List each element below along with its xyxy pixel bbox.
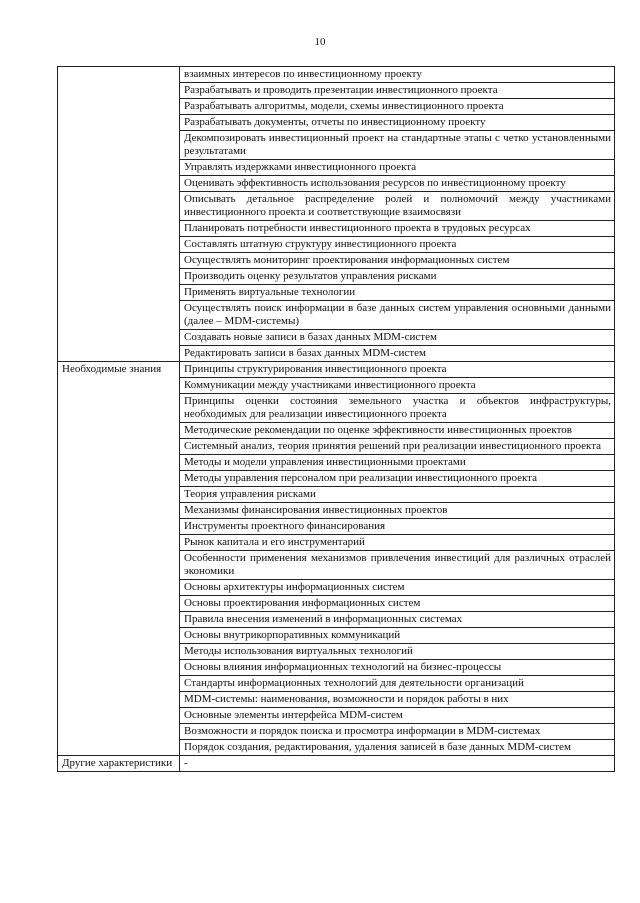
requirement-item: Декомпозировать инвестиционный проект на стандартные этапы с четко установленными результатами <box>180 131 615 160</box>
requirement-item: Разрабатывать документы, отчеты по инвестиционному проекту <box>180 115 615 131</box>
requirement-item: Инструменты проектного финансирования <box>180 519 615 535</box>
requirement-item: Системный анализ, теория принятия решений при реализации инвестиционного проекта <box>180 439 615 455</box>
requirement-item: Принципы структурирования инвестиционного проекта <box>180 362 615 378</box>
requirement-item: Основы влияния информационных технологий на бизнес-процессы <box>180 660 615 676</box>
requirement-item: Основы внутрикорпоративных коммуникаций <box>180 628 615 644</box>
table-row <box>58 67 615 83</box>
requirement-item: MDM-системы: наименования, возможности и порядок работы в них <box>180 692 615 708</box>
requirement-item: Теория управления рисками <box>180 487 615 503</box>
requirement-item: Производить оценку результатов управления рисками <box>180 269 615 285</box>
requirement-item: Основные элементы интерфейса MDM-систем <box>180 708 615 724</box>
section-label: Необходимые знания <box>58 362 180 756</box>
requirement-item: Методические рекомендации по оценке эффективности инвестиционных проектов <box>180 423 615 439</box>
requirement-item: Коммуникации между участниками инвестиционного проекта <box>180 378 615 394</box>
table-row <box>58 362 615 378</box>
requirement-item: Возможности и порядок поиска и просмотра информации в MDM-системах <box>180 724 615 740</box>
requirement-item: Рынок капитала и его инструментарий <box>180 535 615 551</box>
section-label: Другие характеристики <box>58 756 180 772</box>
requirement-item: Оценивать эффективность использования ресурсов по инвестиционному проекту <box>180 176 615 192</box>
requirement-item: Основы архитектуры информационных систем <box>180 580 615 596</box>
requirement-item: Стандарты информационных технологий для деятельности организаций <box>180 676 615 692</box>
requirement-item: Применять виртуальные технологии <box>180 285 615 301</box>
requirement-item: Планировать потребности инвестиционного проекта в трудовых ресурсах <box>180 221 615 237</box>
section-label <box>58 67 180 362</box>
requirement-item: Составлять штатную структуру инвестиционного проекта <box>180 237 615 253</box>
requirement-item: Разрабатывать и проводить презентации инвестиционного проекта <box>180 83 615 99</box>
requirement-item: Методы управления персоналом при реализации инвестиционного проекта <box>180 471 615 487</box>
requirement-item: Описывать детальное распределение ролей и полномочий между участниками инвестиционного проекта и соответствующие взаимосвязи <box>180 192 615 221</box>
requirement-item: - <box>180 756 615 772</box>
requirement-item: взаимных интересов по инвестиционному проекту <box>180 67 615 83</box>
requirement-item: Управлять издержками инвестиционного проекта <box>180 160 615 176</box>
requirements-table <box>57 66 615 772</box>
requirement-item: Принципы оценки состояния земельного участка и объектов инфраструктуры, необходимых для реализации инвестиционного проекта <box>180 394 615 423</box>
requirement-item: Особенности применения механизмов привлечения инвестиций для различных отраслей экономики <box>180 551 615 580</box>
requirement-item: Методы и модели управления инвестиционными проектами <box>180 455 615 471</box>
requirement-item: Разрабатывать алгоритмы, модели, схемы инвестиционного проекта <box>180 99 615 115</box>
table-row <box>58 756 615 772</box>
requirement-item: Создавать новые записи в базах данных MDM-систем <box>180 330 615 346</box>
requirement-item: Порядок создания, редактирования, удаления записей в базе данных MDM-систем <box>180 740 615 756</box>
requirement-item: Методы использования виртуальных технологий <box>180 644 615 660</box>
requirement-item: Осуществлять мониторинг проектирования информационных систем <box>180 253 615 269</box>
requirement-item: Правила внесения изменений в информационных системах <box>180 612 615 628</box>
requirement-item: Осуществлять поиск информации в базе данных систем управления основными данными (далее – MDM-системы) <box>180 301 615 330</box>
requirements-table-body <box>58 67 615 772</box>
requirement-item: Основы проектирования информационных систем <box>180 596 615 612</box>
requirement-item: Редактировать записи в базах данных MDM-систем <box>180 346 615 362</box>
requirement-item: Механизмы финансирования инвестиционных проектов <box>180 503 615 519</box>
page-number: 10 <box>314 36 326 48</box>
